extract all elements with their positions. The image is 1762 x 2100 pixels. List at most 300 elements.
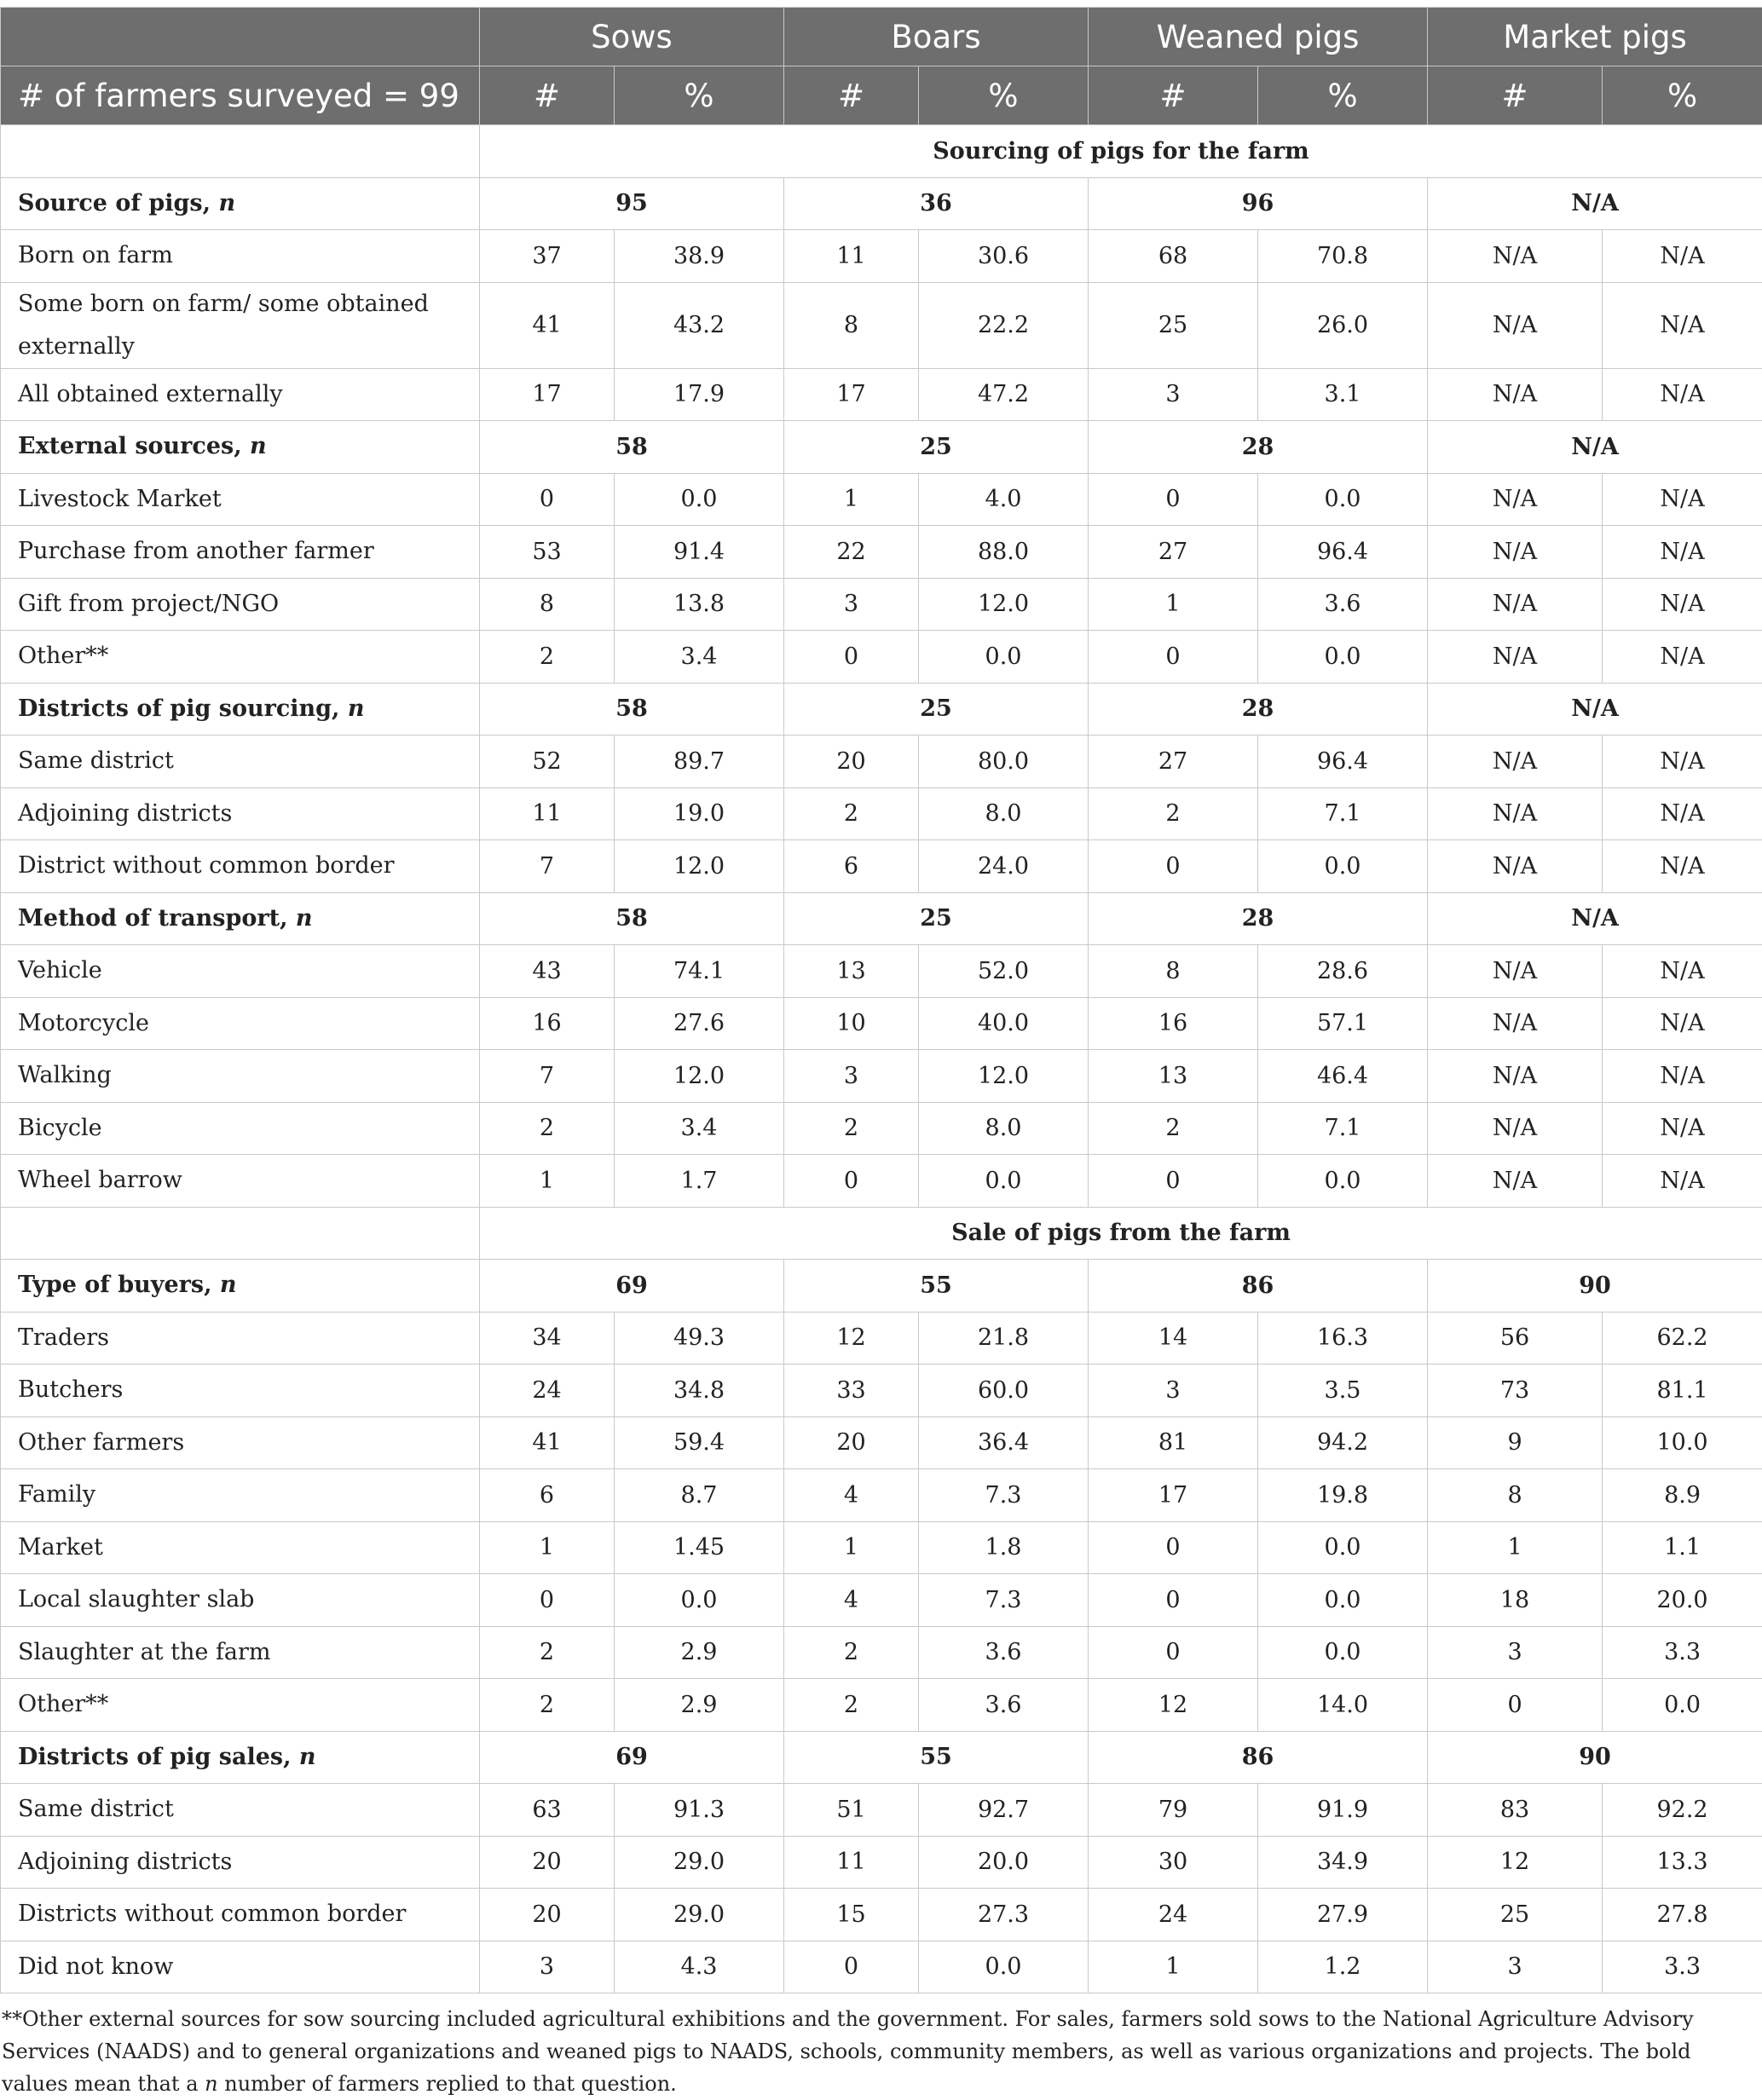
count-cell: 51	[784, 1784, 919, 1837]
percent-cell: 91.4	[615, 526, 784, 579]
percent-cell: 34.8	[615, 1364, 784, 1417]
group-row	[1, 892, 1762, 945]
count-cell: 8	[480, 578, 615, 631]
table-row	[1, 1364, 1762, 1417]
group-label	[1, 683, 480, 736]
percent-cell: 1.1	[1603, 1521, 1762, 1574]
group-count: 86	[1089, 1731, 1428, 1784]
count-cell: 4	[784, 1469, 919, 1522]
count-cell: N/A	[1428, 631, 1603, 684]
count-cell: N/A	[1428, 1050, 1603, 1103]
table-row	[1, 526, 1762, 579]
percent-cell: 27.6	[615, 997, 784, 1050]
table-row	[1, 736, 1762, 788]
count-cell: 1	[784, 1521, 919, 1574]
percent-cell: 4.3	[615, 1941, 784, 1993]
header-pct-market: %	[1603, 66, 1762, 125]
count-cell: 7	[480, 1050, 615, 1103]
percent-cell: 10.0	[1603, 1416, 1762, 1469]
table-row	[1, 788, 1762, 840]
group-label-n: n	[296, 905, 313, 932]
table-row	[1, 1155, 1762, 1208]
count-cell: 1	[480, 1155, 615, 1208]
section-row	[1, 1207, 1762, 1260]
count-cell: 17	[784, 368, 919, 421]
count-cell: 4	[784, 1574, 919, 1627]
percent-cell: 13.3	[1603, 1836, 1762, 1889]
group-label-text: Districts of pig sales,	[18, 1744, 292, 1770]
percent-cell: 0.0	[919, 631, 1089, 684]
count-cell: 2	[480, 1102, 615, 1155]
group-count: 86	[1089, 1260, 1428, 1312]
count-cell: 3	[1089, 368, 1258, 421]
count-cell: 3	[784, 578, 919, 631]
percent-cell: 27.3	[919, 1889, 1089, 1941]
percent-cell: 91.3	[615, 1784, 784, 1837]
table-row	[1, 473, 1762, 526]
count-cell: 3	[1428, 1941, 1603, 1993]
count-cell: 6	[784, 840, 919, 893]
count-cell: N/A	[1428, 945, 1603, 998]
percent-cell: N/A	[1603, 840, 1762, 893]
count-cell: 81	[1089, 1416, 1258, 1469]
group-count: N/A	[1428, 892, 1762, 945]
row-label: Slaughter at the farm	[1, 1626, 480, 1679]
table-row	[1, 1102, 1762, 1155]
percent-cell: 13.8	[615, 578, 784, 631]
count-cell: N/A	[1428, 368, 1603, 421]
row-label: Adjoining districts	[1, 1836, 480, 1889]
percent-cell: 1.7	[615, 1155, 784, 1208]
percent-cell: 8.0	[919, 1102, 1089, 1155]
count-cell: 27	[1089, 526, 1258, 579]
group-count: 28	[1089, 683, 1428, 736]
count-cell: 14	[1089, 1312, 1258, 1364]
percent-cell: N/A	[1603, 945, 1762, 998]
percent-cell: 14.0	[1258, 1679, 1428, 1732]
percent-cell: 26.0	[1258, 282, 1428, 368]
percent-cell: N/A	[1603, 1102, 1762, 1155]
header-pct-sows: %	[615, 66, 784, 125]
percent-cell: 27.8	[1603, 1889, 1762, 1941]
row-label: Wheel barrow	[1, 1155, 480, 1208]
percent-cell: N/A	[1603, 788, 1762, 840]
percent-cell: 0.0	[1258, 1574, 1428, 1627]
count-cell: 8	[1089, 945, 1258, 998]
percent-cell: 24.0	[919, 840, 1089, 893]
percent-cell: 0.0	[1258, 473, 1428, 526]
percent-cell: 22.2	[919, 282, 1089, 368]
row-label: Family	[1, 1469, 480, 1522]
percent-cell: 47.2	[919, 368, 1089, 421]
percent-cell: 12.0	[919, 578, 1089, 631]
percent-cell: 8.0	[919, 788, 1089, 840]
table-row	[1, 1469, 1762, 1522]
percent-cell: 17.9	[615, 368, 784, 421]
group-count: 28	[1089, 421, 1428, 474]
row-label: Did not know	[1, 1941, 480, 1993]
percent-cell: N/A	[1603, 1155, 1762, 1208]
count-cell: 1	[1089, 1941, 1258, 1993]
header-weaned-pigs: Weaned pigs	[1089, 8, 1428, 66]
percent-cell: 1.2	[1258, 1941, 1428, 1993]
percent-cell: 81.1	[1603, 1364, 1762, 1417]
table-row	[1, 282, 1762, 368]
group-count: 58	[480, 421, 784, 474]
row-label: Other farmers	[1, 1416, 480, 1469]
percent-cell: 12.0	[615, 840, 784, 893]
count-cell: 41	[480, 1416, 615, 1469]
percent-cell: 28.6	[1258, 945, 1428, 998]
row-label: Vehicle	[1, 945, 480, 998]
table-row	[1, 230, 1762, 283]
percent-cell: 12.0	[615, 1050, 784, 1103]
table-row	[1, 1521, 1762, 1574]
count-cell: 2	[784, 1626, 919, 1679]
percent-cell: 4.0	[919, 473, 1089, 526]
header-count-weaned: #	[1089, 66, 1258, 125]
count-cell: N/A	[1428, 997, 1603, 1050]
percent-cell: 0.0	[919, 1941, 1089, 1993]
count-cell: 63	[480, 1784, 615, 1837]
percent-cell: 38.9	[615, 230, 784, 283]
percent-cell: 36.4	[919, 1416, 1089, 1469]
table-row	[1, 1784, 1762, 1837]
percent-cell: 12.0	[919, 1050, 1089, 1103]
count-cell: 34	[480, 1312, 615, 1364]
count-cell: 15	[784, 1889, 919, 1941]
count-cell: 27	[1089, 736, 1258, 788]
count-cell: 11	[480, 788, 615, 840]
percent-cell: 20.0	[1603, 1574, 1762, 1627]
count-cell: 1	[1428, 1521, 1603, 1574]
group-label-text: Districts of pig sourcing,	[18, 695, 339, 722]
header-count-market: #	[1428, 66, 1603, 125]
row-label: Other**	[1, 1679, 480, 1732]
percent-cell: 29.0	[615, 1889, 784, 1941]
count-cell: 30	[1089, 1836, 1258, 1889]
table-row	[1, 1626, 1762, 1679]
count-cell: 2	[1089, 1102, 1258, 1155]
percent-cell: 3.6	[919, 1679, 1089, 1732]
group-count: 25	[784, 892, 1089, 945]
percent-cell: N/A	[1603, 1050, 1762, 1103]
count-cell: 0	[1089, 840, 1258, 893]
percent-cell: 3.6	[919, 1626, 1089, 1679]
count-cell: 0	[1089, 1521, 1258, 1574]
count-cell: 41	[480, 282, 615, 368]
header-farmers-surveyed: # of farmers surveyed = 99	[1, 66, 480, 125]
percent-cell: 80.0	[919, 736, 1089, 788]
count-cell: 12	[784, 1312, 919, 1364]
count-cell: 43	[480, 945, 615, 998]
group-label-n: n	[299, 1744, 316, 1770]
group-row	[1, 177, 1762, 230]
percent-cell: N/A	[1603, 368, 1762, 421]
group-count: 90	[1428, 1731, 1762, 1784]
count-cell: 2	[480, 631, 615, 684]
count-cell: 83	[1428, 1784, 1603, 1837]
percent-cell: 19.8	[1258, 1469, 1428, 1522]
count-cell: 18	[1428, 1574, 1603, 1627]
count-cell: 7	[480, 840, 615, 893]
group-label-text: Type of buyers,	[18, 1272, 212, 1298]
table-row	[1, 945, 1762, 998]
percent-cell: 3.3	[1603, 1941, 1762, 1993]
count-cell: 0	[480, 1574, 615, 1627]
percent-cell: 0.0	[1603, 1679, 1762, 1732]
percent-cell: 91.9	[1258, 1784, 1428, 1837]
table-body	[1, 125, 1762, 1993]
count-cell: 1	[480, 1521, 615, 1574]
group-count: 58	[480, 683, 784, 736]
group-label-text: Method of transport,	[18, 905, 288, 932]
count-cell: 20	[480, 1836, 615, 1889]
row-label: Butchers	[1, 1364, 480, 1417]
group-row	[1, 1731, 1762, 1784]
section-blank-cell	[1, 125, 480, 178]
count-cell: N/A	[1428, 282, 1603, 368]
percent-cell: 0.0	[615, 1574, 784, 1627]
group-row	[1, 1260, 1762, 1312]
count-cell: 8	[784, 282, 919, 368]
percent-cell: N/A	[1603, 578, 1762, 631]
row-label: Market	[1, 1521, 480, 1574]
count-cell: 2	[480, 1626, 615, 1679]
section-title: Sale of pigs from the farm	[480, 1207, 1762, 1260]
group-label	[1, 1731, 480, 1784]
percent-cell: N/A	[1603, 282, 1762, 368]
count-cell: 24	[480, 1364, 615, 1417]
group-label-text: External sources,	[18, 433, 242, 459]
percent-cell: 34.9	[1258, 1836, 1428, 1889]
percent-cell: 94.2	[1258, 1416, 1428, 1469]
percent-cell: 49.3	[615, 1312, 784, 1364]
percent-cell: 3.6	[1258, 578, 1428, 631]
group-label	[1, 1260, 480, 1312]
percent-cell: 0.0	[1258, 1626, 1428, 1679]
count-cell: 3	[784, 1050, 919, 1103]
percent-cell: 7.3	[919, 1574, 1089, 1627]
group-count: 36	[784, 177, 1089, 230]
percent-cell: 0.0	[615, 473, 784, 526]
count-cell: 68	[1089, 230, 1258, 283]
group-count: 95	[480, 177, 784, 230]
group-count: 96	[1089, 177, 1428, 230]
percent-cell: 52.0	[919, 945, 1089, 998]
percent-cell: 1.45	[615, 1521, 784, 1574]
percent-cell: 30.6	[919, 230, 1089, 283]
percent-cell: 29.0	[615, 1836, 784, 1889]
group-count: N/A	[1428, 177, 1762, 230]
count-cell: 10	[784, 997, 919, 1050]
percent-cell: 27.9	[1258, 1889, 1428, 1941]
percent-cell: 21.8	[919, 1312, 1089, 1364]
count-cell: N/A	[1428, 788, 1603, 840]
header-row-groups	[1, 8, 1762, 66]
percent-cell: 20.0	[919, 1836, 1089, 1889]
table-row	[1, 1312, 1762, 1364]
count-cell: 0	[480, 473, 615, 526]
row-label: Walking	[1, 1050, 480, 1103]
count-cell: 0	[784, 1941, 919, 1993]
section-row	[1, 125, 1762, 178]
section-blank-cell	[1, 1207, 480, 1260]
count-cell: 0	[1089, 473, 1258, 526]
row-label: Local slaughter slab	[1, 1574, 480, 1627]
count-cell: 0	[1428, 1679, 1603, 1732]
group-label-n: n	[348, 695, 365, 722]
header-pct-weaned: %	[1258, 66, 1428, 125]
table-row	[1, 1941, 1762, 1993]
row-label: Motorcycle	[1, 997, 480, 1050]
group-count: 25	[784, 683, 1089, 736]
table-container	[0, 7, 1762, 1993]
percent-cell: 16.3	[1258, 1312, 1428, 1364]
table-row	[1, 1889, 1762, 1941]
count-cell: 3	[480, 1941, 615, 1993]
count-cell: 11	[784, 230, 919, 283]
count-cell: 53	[480, 526, 615, 579]
table-row	[1, 1679, 1762, 1732]
count-cell: 20	[784, 736, 919, 788]
percent-cell: 8.7	[615, 1469, 784, 1522]
count-cell: 16	[1089, 997, 1258, 1050]
count-cell: 2	[1089, 788, 1258, 840]
percent-cell: 96.4	[1258, 736, 1428, 788]
percent-cell: 2.9	[615, 1679, 784, 1732]
group-count: 69	[480, 1731, 784, 1784]
count-cell: N/A	[1428, 473, 1603, 526]
group-label	[1, 892, 480, 945]
percent-cell: 40.0	[919, 997, 1089, 1050]
percent-cell: 1.8	[919, 1521, 1089, 1574]
footnote-text: **Other external sources for sow sourcing included agricultural exhibitions and the government. For sales, farmers sold sows to the National Agriculture Advisory Services (NAADS) and to general organizations and weaned pigs to NAADS, schools, community members, as well as various organizations and projects. The bold values mean that a	[2, 2007, 1694, 2096]
row-label: Bicycle	[1, 1102, 480, 1155]
percent-cell: 7.1	[1258, 1102, 1428, 1155]
row-label: Adjoining districts	[1, 788, 480, 840]
count-cell: 12	[1428, 1836, 1603, 1889]
count-cell: 0	[784, 631, 919, 684]
footnote-n: n	[205, 2072, 217, 2096]
header-blank-cell	[1, 8, 480, 66]
percent-cell: 96.4	[1258, 526, 1428, 579]
count-cell: 20	[480, 1889, 615, 1941]
count-cell: 79	[1089, 1784, 1258, 1837]
count-cell: 1	[784, 473, 919, 526]
group-count: 25	[784, 421, 1089, 474]
count-cell: 2	[480, 1679, 615, 1732]
percent-cell: 70.8	[1258, 230, 1428, 283]
count-cell: 17	[1089, 1469, 1258, 1522]
percent-cell: 3.4	[615, 631, 784, 684]
count-cell: 0	[784, 1155, 919, 1208]
group-label-text: Source of pigs,	[18, 190, 211, 216]
header-row-units	[1, 66, 1762, 125]
percent-cell: 3.3	[1603, 1626, 1762, 1679]
group-count: 90	[1428, 1260, 1762, 1312]
percent-cell: 0.0	[919, 1155, 1089, 1208]
count-cell: 3	[1089, 1364, 1258, 1417]
table-row	[1, 1574, 1762, 1627]
count-cell: 33	[784, 1364, 919, 1417]
percent-cell: 62.2	[1603, 1312, 1762, 1364]
percent-cell: N/A	[1603, 230, 1762, 283]
count-cell: 2	[784, 1679, 919, 1732]
percent-cell: 0.0	[1258, 1521, 1428, 1574]
header-market-pigs: Market pigs	[1428, 8, 1762, 66]
count-cell: 0	[1089, 631, 1258, 684]
group-label-n: n	[250, 433, 267, 459]
percent-cell: 92.2	[1603, 1784, 1762, 1837]
percent-cell: 19.0	[615, 788, 784, 840]
group-label-n: n	[220, 1272, 237, 1298]
row-label: Same district	[1, 736, 480, 788]
count-cell: N/A	[1428, 578, 1603, 631]
percent-cell: N/A	[1603, 526, 1762, 579]
row-label: Gift from project/NGO	[1, 578, 480, 631]
row-label: Purchase from another farmer	[1, 526, 480, 579]
group-row	[1, 421, 1762, 474]
section-title: Sourcing of pigs for the farm	[480, 125, 1762, 178]
group-count: 55	[784, 1260, 1089, 1312]
row-label: Some born on farm/ some obtained externally	[1, 282, 480, 368]
count-cell: N/A	[1428, 736, 1603, 788]
count-cell: 73	[1428, 1364, 1603, 1417]
row-label: Born on farm	[1, 230, 480, 283]
count-cell: 25	[1428, 1889, 1603, 1941]
count-cell: N/A	[1428, 230, 1603, 283]
group-count: 55	[784, 1731, 1089, 1784]
percent-cell: N/A	[1603, 631, 1762, 684]
count-cell: N/A	[1428, 1102, 1603, 1155]
count-cell: 2	[784, 788, 919, 840]
count-cell: 20	[784, 1416, 919, 1469]
percent-cell: 3.1	[1258, 368, 1428, 421]
count-cell: 0	[1089, 1155, 1258, 1208]
percent-cell: 8.9	[1603, 1469, 1762, 1522]
percent-cell: 74.1	[615, 945, 784, 998]
percent-cell: 2.9	[615, 1626, 784, 1679]
percent-cell: 3.5	[1258, 1364, 1428, 1417]
table-row	[1, 368, 1762, 421]
count-cell: 3	[1428, 1626, 1603, 1679]
percent-cell: 92.7	[919, 1784, 1089, 1837]
group-label-n: n	[218, 190, 235, 216]
group-count: 58	[480, 892, 784, 945]
row-label: District without common border	[1, 840, 480, 893]
count-cell: 25	[1089, 282, 1258, 368]
percent-cell: 7.3	[919, 1469, 1089, 1522]
percent-cell: 60.0	[919, 1364, 1089, 1417]
table-row	[1, 578, 1762, 631]
table-row	[1, 1836, 1762, 1889]
count-cell: 0	[1089, 1626, 1258, 1679]
count-cell: 6	[480, 1469, 615, 1522]
percent-cell: 3.4	[615, 1102, 784, 1155]
header-pct-boars: %	[919, 66, 1089, 125]
count-cell: 52	[480, 736, 615, 788]
row-label: Districts without common border	[1, 1889, 480, 1941]
count-cell: 8	[1428, 1469, 1603, 1522]
header-boars: Boars	[784, 8, 1089, 66]
percent-cell: 59.4	[615, 1416, 784, 1469]
count-cell: 13	[1089, 1050, 1258, 1103]
count-cell: 56	[1428, 1312, 1603, 1364]
percent-cell: 7.1	[1258, 788, 1428, 840]
count-cell: 0	[1089, 1574, 1258, 1627]
group-label	[1, 177, 480, 230]
